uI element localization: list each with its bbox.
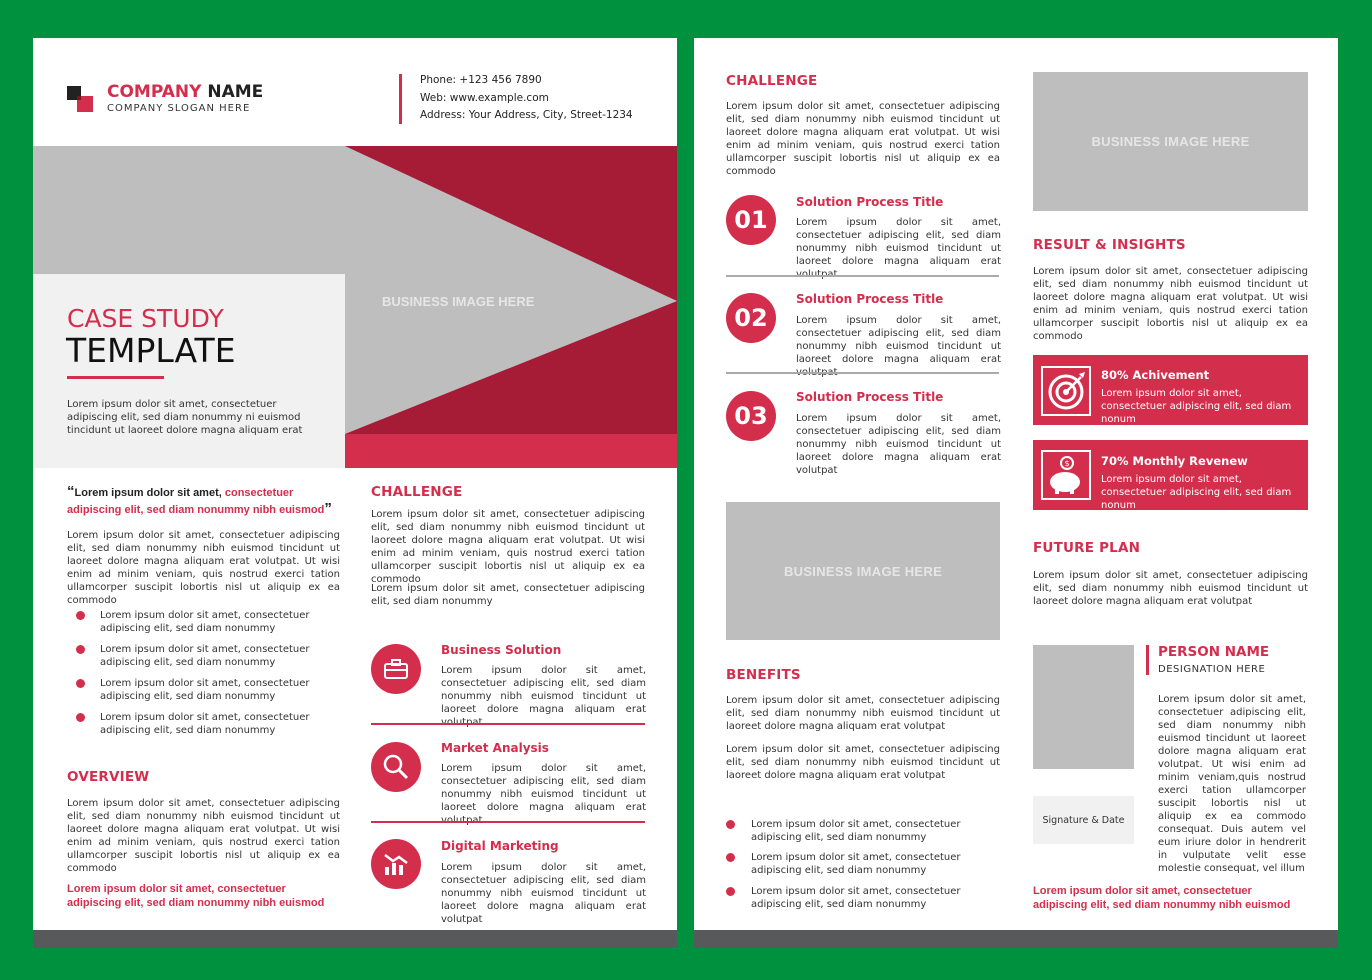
- stat-body: Lorem ipsum dolor sit amet, consectetuer adipiscing elit, sed diam nonum: [1101, 474, 1292, 511]
- service-divider: [371, 723, 645, 725]
- briefcase-icon: [371, 644, 421, 694]
- step-body: Lorem ipsum dolor sit amet, consectetuer adipiscing elit, sed diam nonummy nibh euismod tincidunt ut laoreet dolore magna aliquam erat volutpat: [796, 413, 1001, 476]
- piggy-bank-icon: [1041, 450, 1091, 500]
- contact-web: Web: www.example.com: [420, 92, 549, 104]
- results-heading: RESULT & INSIGHTS: [1033, 237, 1186, 253]
- contact-divider: [399, 74, 402, 124]
- service-title: Digital Marketing: [441, 839, 559, 853]
- service-body: Lorem ipsum dolor sit amet, consectetuer adipiscing elit, sed diam nonummy nibh euismod tincidunt ut laoreet dolore magna aliquam erat: [441, 665, 646, 715]
- company-slogan: COMPANY SLOGAN HERE: [107, 103, 251, 114]
- list-item: Lorem ipsum dolor sit amet, consectetuer adipiscing elit, sed diam nonummy: [76, 677, 340, 703]
- benefits-heading: BENEFITS: [726, 667, 801, 683]
- person-bio: Lorem ipsum dolor sit amet, consectetuer adipiscing elit, sed diam nonummy nibh euismod tincidunt ut laoreet dolore magna aliquam erat volutpat. Ut wisi enim ad minim veniam,quis nostrud exerci tation ullamcorper suscipit lobortis nisl ut aliquip ex ea commodo consequat. Duis autem vel eum iriure dolor in hendrerit in vulputate velit esse molestie consequat, vel illum: [1158, 694, 1306, 874]
- page-two: [694, 38, 1338, 948]
- pull-quote: “Lorem ipsum dolor sit amet, consectetuer adipiscing elit, sed diam nonummy nibh euismod”: [67, 483, 332, 517]
- service-title: Business Solution: [441, 643, 562, 657]
- step-divider: [726, 372, 999, 374]
- benefits-body: Lorem ipsum dolor sit amet, consectetuer adipiscing elit, sed diam nonummy nibh euismod tincidunt ut laoreet dolore magna aliquam erat volutpat: [726, 695, 1000, 732]
- step-number-badge: 01: [726, 195, 776, 245]
- person-photo-placeholder: [1033, 645, 1134, 769]
- right-highlight: Lorem ipsum dolor sit amet, consectetuer adipiscing elit, sed diam nonummy nibh euismod: [1033, 885, 1291, 911]
- hero-intro: Lorem ipsum dolor sit amet, consectetuer adipiscing elit, sed diam nonummy ni euismod tincidunt ut laoreet dolore magna aliquam erat: [67, 399, 303, 436]
- step-body: Lorem ipsum dolor sit amet, consectetuer adipiscing elit, sed diam nonummy nibh euismod tincidunt ut laoreet dolore magna aliquam erat: [796, 315, 1001, 365]
- business-image-placeholder: BUSINESS IMAGE HERE: [726, 502, 1000, 640]
- list-item: Lorem ipsum dolor sit amet, consectetuer adipiscing elit, sed diam nonummy: [76, 609, 340, 635]
- hero-image-label: BUSINESS IMAGE HERE: [382, 294, 535, 309]
- stat-title: 70% Monthly Revenew: [1101, 454, 1248, 468]
- step-number-badge: 02: [726, 293, 776, 343]
- overview-highlight: Lorem ipsum dolor sit amet, consectetuer adipiscing elit, sed diam nonummy nibh euismod: [67, 883, 325, 909]
- step-title: Solution Process Title: [796, 292, 944, 306]
- overview-heading: OVERVIEW: [67, 769, 150, 785]
- stat-title: 80% Achivement: [1101, 368, 1210, 382]
- challenge-body: Lorem ipsum dolor sit amet, consectetuer adipiscing elit, sed diam nonummy nibh euismod tincidunt ut laoreet dolore magna aliquam erat volutpat. Ut wisi enim ad minim veniam, quis nostrud exerci tation ullamcorper suscipit lobortis nisl ut aliquip ex ea commodo: [726, 101, 1000, 177]
- contact-address: Address: Your Address, City, Street-1234: [420, 109, 633, 121]
- signature-label: Signature & Date: [1042, 814, 1125, 826]
- company-logo-icon: [67, 86, 93, 112]
- person-name: PERSON NAME: [1158, 644, 1270, 660]
- step-divider: [726, 275, 999, 277]
- person-designation: DESIGNATION HERE: [1158, 664, 1266, 675]
- step-title: Solution Process Title: [796, 390, 944, 404]
- company-name: COMPANY NAME: [107, 82, 264, 102]
- page-one: [33, 38, 677, 948]
- step-title: Solution Process Title: [796, 195, 944, 209]
- hero-title-underline: [67, 376, 164, 379]
- hero-title-line2: TEMPLATE: [66, 331, 236, 370]
- stat-box-revenue: [1033, 440, 1308, 510]
- challenge-body-2: Lorem ipsum dolor sit amet, consectetuer adipiscing elit, sed diam nonummy: [371, 583, 645, 607]
- chart-icon: [371, 839, 421, 889]
- footer-bar: [694, 930, 1338, 948]
- target-icon: [1041, 366, 1091, 416]
- list-item: Lorem ipsum dolor sit amet, consectetuer adipiscing elit, sed diam nonummy: [726, 818, 996, 844]
- contact-phone: Phone: +123 456 7890: [420, 74, 542, 86]
- future-heading: FUTURE PLAN: [1033, 540, 1141, 556]
- list-item: Lorem ipsum dolor sit amet, consectetuer adipiscing elit, sed diam nonummy: [726, 851, 996, 877]
- footer-bar: [33, 930, 677, 948]
- overview-body: Lorem ipsum dolor sit amet, consectetuer adipiscing elit, sed diam nonummy nibh euismod tincidunt ut laoreet dolore magna aliquam erat volutpat. Ut wisi enim ad minim veniam, quis nostrud exerci tation ullamcorper suscipit lobortis nisl ut aliquip ex ea commodo: [67, 798, 340, 874]
- step-body: Lorem ipsum dolor sit amet, consectetuer adipiscing elit, sed diam nonummy nibh euismod tincidunt ut laoreet dolore magna aliquam erat: [796, 217, 1001, 267]
- left-body: Lorem ipsum dolor sit amet, consectetuer adipiscing elit, sed diam nonummy nibh euismod tincidunt ut laoreet dolore magna aliquam erat volutpat. Ut wisi enim ad minim veniam, quis nostrud exerci tation ullamcorper suscipit lobortis nisl ut aliquip ex ea commodo: [67, 530, 340, 606]
- list-item: Lorem ipsum dolor sit amet, consectetuer adipiscing elit, sed diam nonummy: [76, 643, 340, 669]
- challenge-heading: CHALLENGE: [726, 73, 818, 89]
- person-divider: [1146, 645, 1149, 675]
- service-title: Market Analysis: [441, 741, 549, 755]
- challenge-body: Lorem ipsum dolor sit amet, consectetuer adipiscing elit, sed diam nonummy nibh euismod tincidunt ut laoreet dolore magna aliquam erat volutpat. Ut wisi enim ad minim veniam, quis nostrud exerci tation ullamcorper suscipit lobortis nisl ut aliquip ex ea commodo: [371, 509, 645, 585]
- list-item: Lorem ipsum dolor sit amet, consectetuer adipiscing elit, sed diam nonummy: [726, 885, 996, 911]
- list-item: Lorem ipsum dolor sit amet, consectetuer adipiscing elit, sed diam nonummy: [76, 711, 340, 737]
- svg-text:$: $: [1064, 459, 1070, 468]
- magnifier-icon: [371, 742, 421, 792]
- stat-body: Lorem ipsum dolor sit amet, consectetuer adipiscing elit, sed diam nonum: [1101, 388, 1292, 425]
- stat-box-achievement: [1033, 355, 1308, 425]
- service-body: Lorem ipsum dolor sit amet, consectetuer adipiscing elit, sed diam nonummy nibh euismod tincidunt ut laoreet dolore magna aliquam erat: [441, 763, 646, 813]
- service-body: Lorem ipsum dolor sit amet, consectetuer adipiscing elit, sed diam nonummy nibh euismod tincidunt ut laoreet dolore magna aliquam erat volutpat: [441, 862, 646, 925]
- step-number-badge: 03: [726, 391, 776, 441]
- business-image-placeholder: BUSINESS IMAGE HERE: [1033, 72, 1308, 211]
- benefits-body-2: Lorem ipsum dolor sit amet, consectetuer adipiscing elit, sed diam nonummy nibh euismod tincidunt ut laoreet dolore magna aliquam erat volutpat: [726, 744, 1000, 781]
- future-body: Lorem ipsum dolor sit amet, consectetuer adipiscing elit, sed diam nonummy nibh euismod tincidunt ut laoreet dolore magna aliquam erat volutpat: [1033, 570, 1308, 607]
- signature-box: [1033, 796, 1134, 844]
- results-body: Lorem ipsum dolor sit amet, consectetuer adipiscing elit, sed diam nonummy nibh euismod tincidunt ut laoreet dolore magna aliquam erat volutpat. Ut wisi enim ad minim veniam, quis nostrud exerci tation ullamcorper suscipit lobortis nisl ut aliquip ex ea commodo: [1033, 266, 1308, 342]
- service-divider: [371, 821, 645, 823]
- challenge-heading: CHALLENGE: [371, 484, 463, 500]
- hero-title-line1: CASE STUDY: [67, 304, 224, 333]
